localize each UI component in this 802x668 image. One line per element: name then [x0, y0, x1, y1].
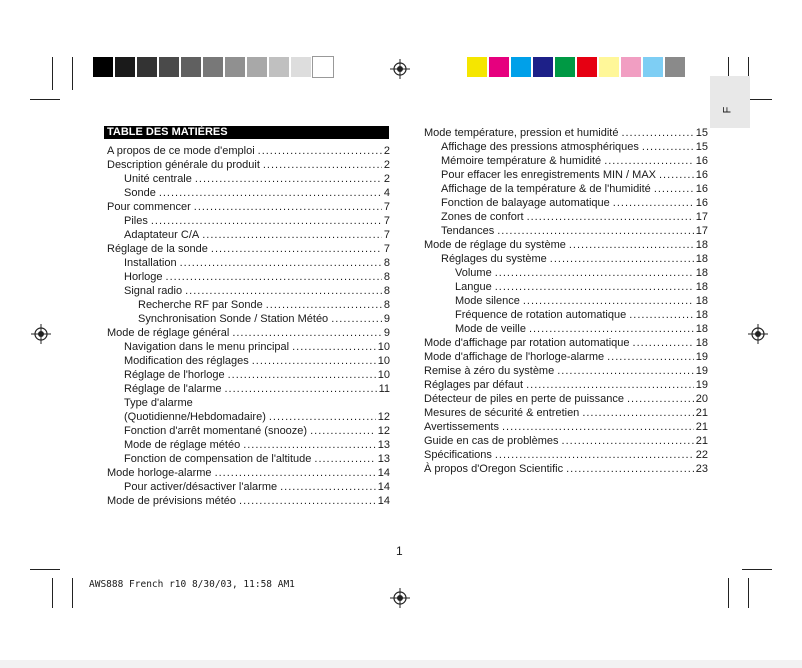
toc-entry-page: 16 [695, 155, 708, 167]
dot-leader [630, 336, 694, 350]
toc-entry [124, 284, 390, 298]
dot-leader [182, 284, 382, 298]
dot-leader [236, 494, 376, 508]
toc-entry [424, 434, 708, 448]
crop-mark [742, 569, 772, 570]
toc-entry-page: 12 [377, 425, 390, 437]
dot-leader [263, 298, 382, 312]
color-swatch [137, 57, 157, 77]
toc-entry [441, 168, 708, 182]
dot-leader [554, 364, 694, 378]
toc-entry-title: Réglages par défaut [424, 379, 524, 391]
toc-entry [138, 298, 390, 312]
toc-entry-title: Réglages du système [441, 253, 547, 265]
toc-entry [124, 340, 390, 354]
toc-entry [124, 438, 390, 452]
toc-entry-page: 10 [377, 355, 390, 367]
registration-mark-icon [748, 324, 768, 344]
toc-entry-page: 18 [695, 253, 708, 265]
toc-entry-title: Fréquence de rotation automatique [455, 309, 627, 321]
toc-entry-page: 2 [383, 159, 390, 171]
toc-entry-title: Mode température, pression et humidité [424, 127, 619, 139]
toc-entry [107, 326, 390, 340]
dot-leader [499, 420, 694, 434]
color-swatch [467, 57, 487, 77]
toc-entry-title: (Quotidienne/Hebdomadaire) [124, 411, 266, 423]
toc-entry-page: 18 [695, 239, 708, 251]
toc-entry [124, 480, 390, 494]
toc-entry-page: 16 [695, 169, 708, 181]
dot-leader [222, 382, 377, 396]
toc-entry [441, 196, 708, 210]
toc-entry [107, 200, 390, 214]
dot-leader [523, 378, 694, 392]
toc-entry-page: 17 [695, 211, 708, 223]
color-swatch [313, 57, 333, 77]
color-swatch [643, 57, 663, 77]
color-swatch [533, 57, 553, 77]
toc-entry-page: 22 [695, 449, 708, 461]
toc-entry-page: 14 [377, 481, 390, 493]
toc-entry-page: 8 [383, 257, 390, 269]
color-swatch [577, 57, 597, 77]
toc-entry-page: 9 [383, 313, 390, 325]
dot-leader [520, 294, 694, 308]
toc-entry [124, 452, 390, 466]
toc-entry-title: Unité centrale [124, 173, 192, 185]
dot-leader [307, 424, 376, 438]
dot-leader [163, 270, 382, 284]
toc-entry-title: Mode de veille [455, 323, 526, 335]
toc-entry-page: 7 [383, 243, 390, 255]
toc-entry [455, 266, 708, 280]
color-swatch [181, 57, 201, 77]
dot-leader [255, 144, 382, 158]
toc-entry [124, 424, 390, 438]
dot-leader [225, 368, 376, 382]
color-swatch [159, 57, 179, 77]
toc-entry-title: Mode de prévisions météo [107, 495, 237, 507]
toc-entry-page: 15 [695, 141, 708, 153]
toc-entry-page: 19 [695, 351, 708, 363]
toc-entry [455, 308, 708, 322]
toc-entry-page: 2 [383, 173, 390, 185]
toc-entry [424, 420, 708, 434]
toc-entry-title: Zones de confort [441, 211, 524, 223]
toc-entry-title: Réglage de la sonde [107, 243, 208, 255]
dot-leader [191, 200, 382, 214]
toc-entry-page: 8 [383, 299, 390, 311]
dot-leader [240, 438, 376, 452]
dot-leader [626, 308, 694, 322]
toc-entry-page: 8 [383, 271, 390, 283]
dot-leader [524, 210, 694, 224]
toc-entry-title: Installation [124, 257, 177, 269]
toc-entry [441, 210, 708, 224]
toc-entry [107, 494, 390, 508]
crop-mark [52, 578, 53, 608]
toc-entry-title: Signal radio [124, 285, 183, 297]
toc-entry-title: Recherche RF par Sonde [138, 299, 263, 311]
toc-entry-page: 18 [695, 337, 708, 349]
color-swatch [665, 57, 685, 77]
toc-entry-title: Spécifications [424, 449, 492, 461]
toc-entry-title: Type d'alarme [124, 397, 193, 409]
toc-entry-title: Horloge [124, 271, 163, 283]
toc-entry-title: Détecteur de piles en perte de puissance [424, 393, 624, 405]
toc-entry-page: 4 [383, 187, 390, 199]
toc-entry [424, 406, 708, 420]
toc-entry-page: 21 [695, 421, 708, 433]
toc-entry-page: 10 [377, 341, 390, 353]
toc-entry [138, 312, 390, 326]
toc-entry-page: 7 [383, 215, 390, 227]
toc-entry-title: Fonction de balayage automatique [441, 197, 610, 209]
toc-entry-page: 11 [378, 383, 390, 395]
toc-entry-title: Tendances [441, 225, 495, 237]
toc-entry [424, 378, 708, 392]
toc-entry [424, 238, 708, 252]
toc-entry-title: Modification des réglages [124, 355, 249, 367]
toc-entry-title: Mode silence [455, 295, 520, 307]
toc-entry-page: 17 [695, 225, 708, 237]
toc-entry-title: Réglage de l'horloge [124, 369, 225, 381]
toc-entry-page: 19 [695, 379, 708, 391]
toc-entry-title: Affichage de la température & de l'humidité [441, 183, 651, 195]
toc-entry-title: Réglage de l'alarme [124, 383, 222, 395]
dot-leader [156, 186, 382, 200]
toc-entry-title: Mode de réglage général [107, 327, 230, 339]
language-tab-letter: F [721, 106, 734, 114]
print-footer: AWS888 French r10 8/30/03, 11:58 AM1 [89, 579, 295, 590]
toc-entry [107, 158, 390, 172]
toc-entry-title: Mode horloge-alarme [107, 467, 212, 479]
toc-entry [455, 280, 708, 294]
toc-entry-page: 18 [695, 267, 708, 279]
dot-leader [492, 266, 694, 280]
toc-entry-page: 21 [695, 435, 708, 447]
dot-leader [494, 224, 694, 238]
color-swatch [93, 57, 113, 77]
dot-leader [618, 126, 693, 140]
language-tab [710, 76, 750, 128]
toc-entry-title: Volume [455, 267, 492, 279]
toc-entry [124, 214, 390, 228]
dot-leader [260, 158, 382, 172]
toc-entry-title: Pour activer/désactiver l'alarme [124, 481, 278, 493]
toc-entry-title: Mode de réglage météo [124, 439, 241, 451]
toc-entry [124, 256, 390, 270]
dot-leader [192, 172, 382, 186]
toc-entry-title: Description générale du produit [107, 159, 260, 171]
crop-mark [748, 578, 749, 608]
dot-leader [610, 196, 694, 210]
toc-entry-page: 13 [377, 439, 390, 451]
dot-leader [656, 168, 694, 182]
dot-leader [639, 140, 694, 154]
toc-entry [124, 186, 390, 200]
color-swatch [599, 57, 619, 77]
toc-entry [124, 354, 390, 368]
toc-entry [441, 224, 708, 238]
crop-mark [72, 578, 73, 608]
color-swatch [247, 57, 267, 77]
dot-leader [328, 312, 382, 326]
toc-entry [124, 410, 390, 424]
toc-entry-title: Mode de réglage du système [424, 239, 566, 251]
toc-entry-page: 7 [383, 201, 390, 213]
color-swatch [291, 57, 311, 77]
toc-entry-title: Mémoire température & humidité [441, 155, 602, 167]
dot-leader [212, 466, 376, 480]
toc-entry [441, 182, 708, 196]
toc-entry-title: Affichage des pressions atmosphériques [441, 141, 639, 153]
dot-leader [266, 410, 376, 424]
dot-leader [526, 322, 694, 336]
dot-leader [208, 242, 382, 256]
toc-entry-page: 16 [695, 197, 708, 209]
color-swatch [489, 57, 509, 77]
crop-mark [72, 57, 73, 90]
dot-leader [492, 448, 694, 462]
dot-leader [559, 434, 694, 448]
toc-entry-title: Adaptateur C/A [124, 229, 200, 241]
toc-entry [107, 144, 390, 158]
crop-mark [52, 57, 53, 90]
toc-entry-title: Langue [455, 281, 492, 293]
toc-entry [424, 448, 708, 462]
toc-entry-page: 10 [377, 369, 390, 381]
toc-entry [424, 462, 708, 476]
dot-leader [229, 326, 382, 340]
toc-entry [124, 368, 390, 382]
dot-leader [249, 354, 376, 368]
bottom-edge [0, 660, 802, 668]
toc-entry [424, 392, 708, 406]
toc-entry [424, 126, 708, 140]
toc-entry-page: 7 [383, 229, 390, 241]
toc-entry-title: Pour effacer les enregistrements MIN / MAX [441, 169, 656, 181]
color-swatch [511, 57, 531, 77]
toc-entry-title: Mode d'affichage par rotation automatique [424, 337, 630, 349]
toc-entry [124, 172, 390, 186]
color-swatch [269, 57, 289, 77]
toc-entry-page: 13 [377, 453, 390, 465]
dot-leader [604, 350, 694, 364]
dot-leader [566, 238, 694, 252]
toc-entry-page: 18 [695, 323, 708, 335]
toc-entry-title: Sonde [124, 187, 156, 199]
toc-entry-title: Piles [124, 215, 148, 227]
dot-leader [563, 462, 694, 476]
toc-entry-title: À propos d'Oregon Scientific [424, 463, 564, 475]
toc-entry [424, 336, 708, 350]
toc-entry [441, 140, 708, 154]
toc-entry [424, 364, 708, 378]
toc-entry-page: 8 [383, 285, 390, 297]
crop-mark [728, 578, 729, 608]
toc-entry-title: Avertissements [424, 421, 499, 433]
dot-leader [579, 406, 693, 420]
toc-entry [124, 382, 390, 396]
toc-entry-page: 15 [695, 127, 708, 139]
color-swatch [115, 57, 135, 77]
toc-entry-page: 23 [695, 463, 708, 475]
color-swatch [555, 57, 575, 77]
toc-entry [124, 396, 390, 410]
toc-entry-title: Synchronisation Sonde / Station Météo [138, 313, 329, 325]
toc-entry-title: Guide en cas de problèmes [424, 435, 559, 447]
dot-leader [311, 452, 375, 466]
crop-mark [30, 569, 60, 570]
dot-leader [651, 182, 694, 196]
toc-entry-page: 18 [695, 309, 708, 321]
toc-entry-page: 12 [377, 411, 390, 423]
toc-entry [424, 350, 708, 364]
color-swatch [203, 57, 223, 77]
dot-leader [277, 480, 376, 494]
toc-entry-title: A propos de ce mode d'emploi [107, 145, 255, 157]
registration-mark-icon [31, 324, 51, 344]
dot-leader [601, 154, 694, 168]
toc-entry [107, 242, 390, 256]
toc-entry-page: 20 [695, 393, 708, 405]
toc-entry-title: Fonction d'arrêt momentané (snooze) [124, 425, 308, 437]
toc-entry-title: Pour commencer [107, 201, 191, 213]
dot-leader [148, 214, 382, 228]
toc-entry [124, 270, 390, 284]
toc-entry [455, 322, 708, 336]
registration-mark-icon [390, 59, 410, 79]
toc-entry-title: Mesures de sécurité & entretien [424, 407, 580, 419]
toc-entry-page: 18 [695, 295, 708, 307]
dot-leader [492, 280, 694, 294]
toc-entry [441, 252, 708, 266]
dot-leader [624, 392, 694, 406]
toc-entry-page: 18 [695, 281, 708, 293]
toc-entry [124, 228, 390, 242]
registration-mark-icon [390, 588, 410, 608]
dot-leader [289, 340, 376, 354]
dot-leader [177, 256, 382, 270]
toc-entry [455, 294, 708, 308]
toc-entry-page: 21 [695, 407, 708, 419]
toc-entry-title: Mode d'affichage de l'horloge-alarme [424, 351, 605, 363]
toc-entry-page: 14 [377, 495, 390, 507]
dot-leader [199, 228, 382, 242]
toc-entry-page: 19 [695, 365, 708, 377]
toc-entry [107, 466, 390, 480]
toc-entry-title: Fonction de compensation de l'altitude [124, 453, 312, 465]
toc-entry [441, 154, 708, 168]
toc-title: TABLE DES MATIÈRES [104, 126, 389, 139]
page-number: 1 [396, 544, 403, 558]
toc-entry-page: 16 [695, 183, 708, 195]
color-swatch [621, 57, 641, 77]
dot-leader [547, 252, 694, 266]
toc-entry-page: 9 [383, 327, 390, 339]
crop-mark [30, 99, 60, 100]
toc-entry-title: Navigation dans le menu principal [124, 341, 290, 353]
toc-entry-page: 14 [377, 467, 390, 479]
toc-entry-title: Remise à zéro du système [424, 365, 555, 377]
color-swatch [225, 57, 245, 77]
toc-entry-page: 2 [383, 145, 390, 157]
